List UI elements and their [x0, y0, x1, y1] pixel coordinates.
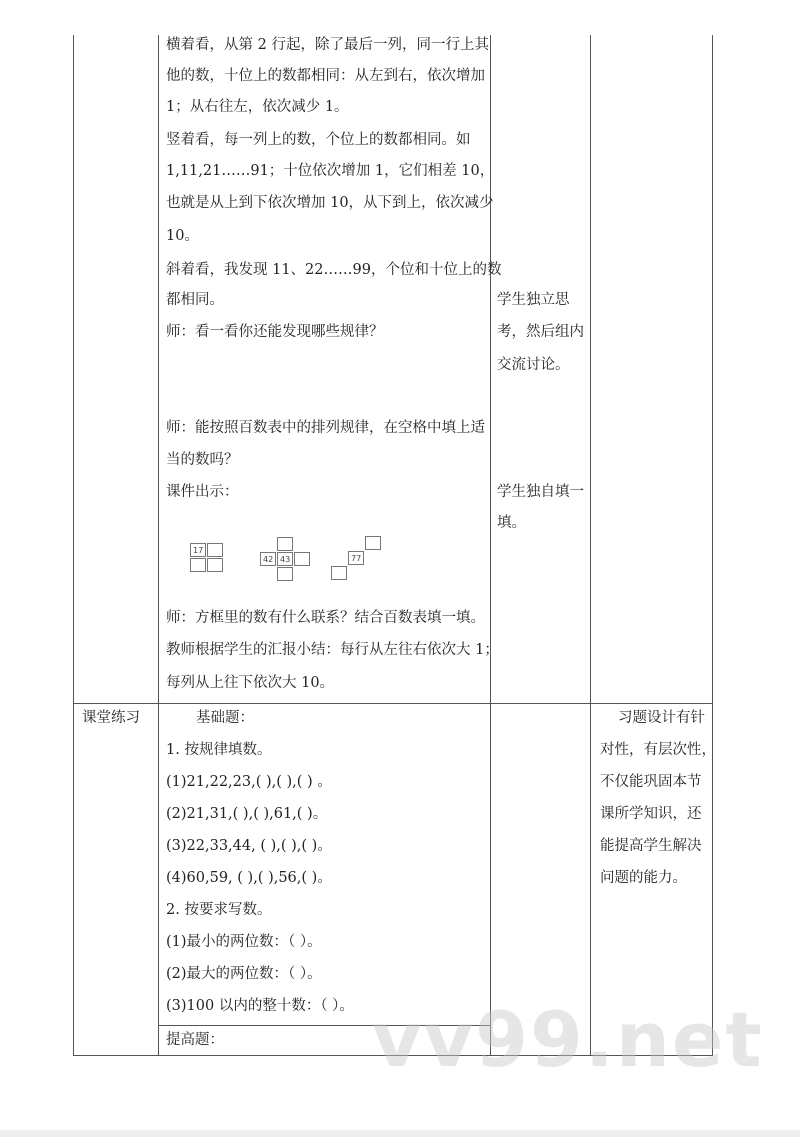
text-line: 每列从上往下依次大 10。: [166, 675, 335, 691]
exercise-heading: 基础题：: [196, 710, 254, 726]
design-note: 不仅能巩固本节: [600, 774, 702, 790]
exercise-line: (2)21,31,( ),( ),61,( )。: [166, 806, 328, 822]
text-line: 竖着看，每一列上的数，个位上的数都相同。如: [166, 132, 471, 148]
student-activity: 交流讨论。: [497, 357, 570, 373]
section-label: 课堂练习: [82, 710, 140, 726]
table-border: [490, 35, 491, 1056]
grid-cell: [277, 537, 293, 551]
text-line: 当的数吗？: [166, 452, 239, 468]
table-border: [590, 35, 591, 1056]
grid-cell: 17: [190, 543, 206, 557]
exercise-line: (3)100 以内的整十数：（ ）。: [166, 998, 354, 1014]
exercise-line: (4)60,59, ( ),( ),56,( )。: [166, 870, 332, 886]
text-line: 师：方框里的数有什么联系？结合百数表填一填。: [166, 610, 485, 626]
grid-cell: 42: [260, 552, 276, 566]
exercise-line: (1)21,22,23,( ),( ),( ) 。: [166, 774, 332, 790]
text-line: 都相同。: [166, 292, 224, 308]
table-border: [712, 35, 713, 1056]
grid-cell: [207, 558, 223, 572]
student-activity: 学生独自填一: [497, 484, 584, 500]
exercise-line: 2. 按要求写数。: [166, 902, 272, 918]
text-line: 他的数，十位上的数都相同：从左到右，依次增加: [166, 68, 485, 84]
grid-cell: [294, 552, 310, 566]
row-divider: [73, 703, 713, 704]
student-activity: 考，然后组内: [497, 324, 584, 340]
text-line: 师：看一看你还能发现哪些规律？: [166, 324, 384, 340]
text-line: 1,11,21……91；十位依次增加 1，它们相差 10，: [166, 163, 495, 179]
page-edge: [0, 1130, 800, 1137]
exercise-line: 1. 按规律填数。: [166, 742, 272, 758]
text-line: 课件出示：: [166, 484, 239, 500]
text-line: 10。: [166, 228, 199, 244]
watermark: vv99.net: [372, 995, 764, 1084]
student-activity: 填。: [497, 515, 526, 531]
exercise-line: (2)最大的两位数：（ ）。: [166, 966, 322, 982]
design-note: 课所学知识，还: [600, 806, 702, 822]
grid-cell: [365, 536, 381, 550]
design-note: 对性，有层次性，: [600, 742, 716, 758]
text-line: 教师根据学生的汇报小结：每行从左往右依次大 1；: [166, 642, 499, 658]
table-border: [73, 35, 74, 1056]
text-line: 也就是从上到下依次增加 10，从下到上，依次减少: [166, 195, 494, 211]
exercise-line: (3)22,33,44, ( ),( ),( )。: [166, 838, 332, 854]
design-note: 问题的能力。: [600, 870, 687, 886]
grid-cell: [277, 567, 293, 581]
advanced-heading: 提高题：: [166, 1032, 224, 1048]
design-note: 习题设计有针: [618, 710, 705, 726]
grid-cell: [207, 543, 223, 557]
text-line: 横着看，从第 2 行起，除了最后一列，同一行上其: [166, 37, 489, 53]
grid-cell: [331, 566, 347, 580]
grid-cell: 43: [277, 552, 293, 566]
table-border: [158, 35, 159, 1056]
grid-cell: [190, 558, 206, 572]
text-line: 1；从右往左，依次减少 1。: [166, 99, 349, 115]
grid-cell: 77: [348, 551, 364, 565]
design-note: 能提高学生解决: [600, 838, 702, 854]
text-line: 师：能按照百数表中的排列规律，在空格中填上适: [166, 420, 485, 436]
student-activity: 学生独立思: [497, 292, 570, 308]
text-line: 斜着看，我发现 11、22……99，个位和十位上的数: [166, 262, 502, 278]
exercise-line: (1)最小的两位数：（ ）。: [166, 934, 322, 950]
